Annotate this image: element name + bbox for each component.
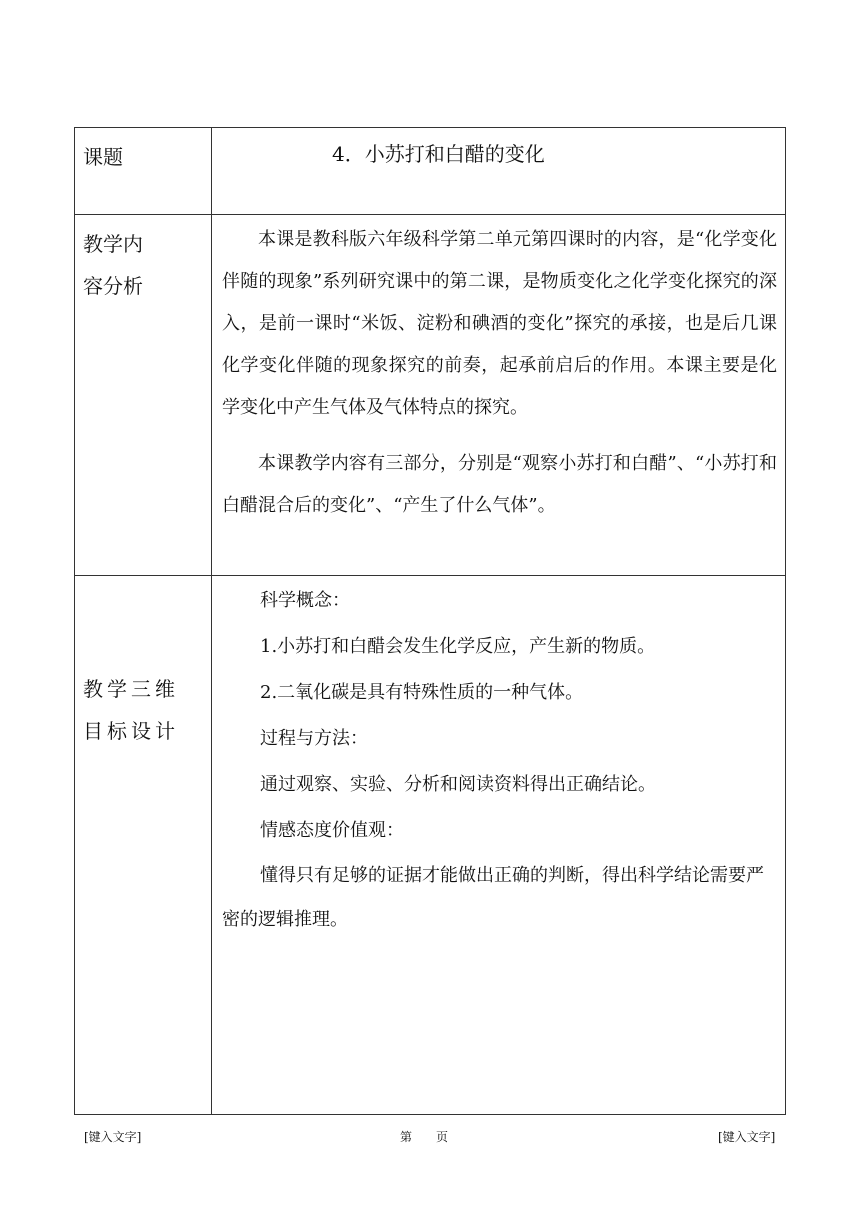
row-content-analysis <box>75 215 786 576</box>
teaching-goals-label-line-2: 目标设计 <box>83 719 179 743</box>
analysis-paragraph-1: 本课是教科版六年级科学第二单元第四课时的内容，是“化学变化伴随的现象”系列研究课中的第二课，是物质变化之化学变化探究的深入，是前一课时“米饭、淀粉和碘酒的变化”探究的承接，也是后几课化学变化伴随的现象探究的前奏，起承前启后的作用。本课主要是化学变化中产生气体及气体特点的探究。 <box>222 229 777 418</box>
teaching-goals-label-line-1: 教学三维 <box>83 677 179 701</box>
teaching-goals-label <box>75 576 212 1115</box>
analysis-paragraph-2: 本课教学内容有三部分，分别是“观察小苏打和白醋”、“小苏打和白醋混合后的变化”、“产生了什么气体”。 <box>222 453 777 516</box>
process-text: 通过观察、实验、分析和阅读资料得出正确结论。 <box>260 774 656 795</box>
page-footer <box>0 1128 860 1148</box>
emotion-text: 懂得只有足够的证据才能做出正确的判断，得出科学结论需要严密的逻辑推理。 <box>222 865 764 930</box>
concept-heading: 科学概念： <box>260 590 350 611</box>
footer-page-number: 第 页 <box>400 1130 449 1144</box>
concept-item-1: 1.小苏打和白醋会发生化学反应，产生新的物质。 <box>260 636 656 657</box>
row-teaching-goals <box>75 576 786 1115</box>
content-analysis-label-line-2: 容分析 <box>83 274 143 298</box>
content-analysis-label-line-1: 教学内 <box>83 232 143 256</box>
row-lesson-title <box>75 128 786 215</box>
lesson-title-value: 4．小苏打和白醋的变化 <box>332 142 545 166</box>
lesson-title-label: 课题 <box>75 128 212 215</box>
emotion-heading: 情感态度价值观： <box>260 820 404 841</box>
goals-content <box>212 576 785 942</box>
footer-right-text[interactable]: [键入文字] <box>718 1130 776 1144</box>
lesson-plan-table <box>74 127 786 1115</box>
content-analysis-label <box>75 215 212 576</box>
footer-left-text[interactable]: [键入文字] <box>84 1130 142 1144</box>
process-heading: 过程与方法： <box>260 728 368 749</box>
concept-item-2: 2.二氧化碳是具有特殊性质的一种气体。 <box>260 682 584 703</box>
